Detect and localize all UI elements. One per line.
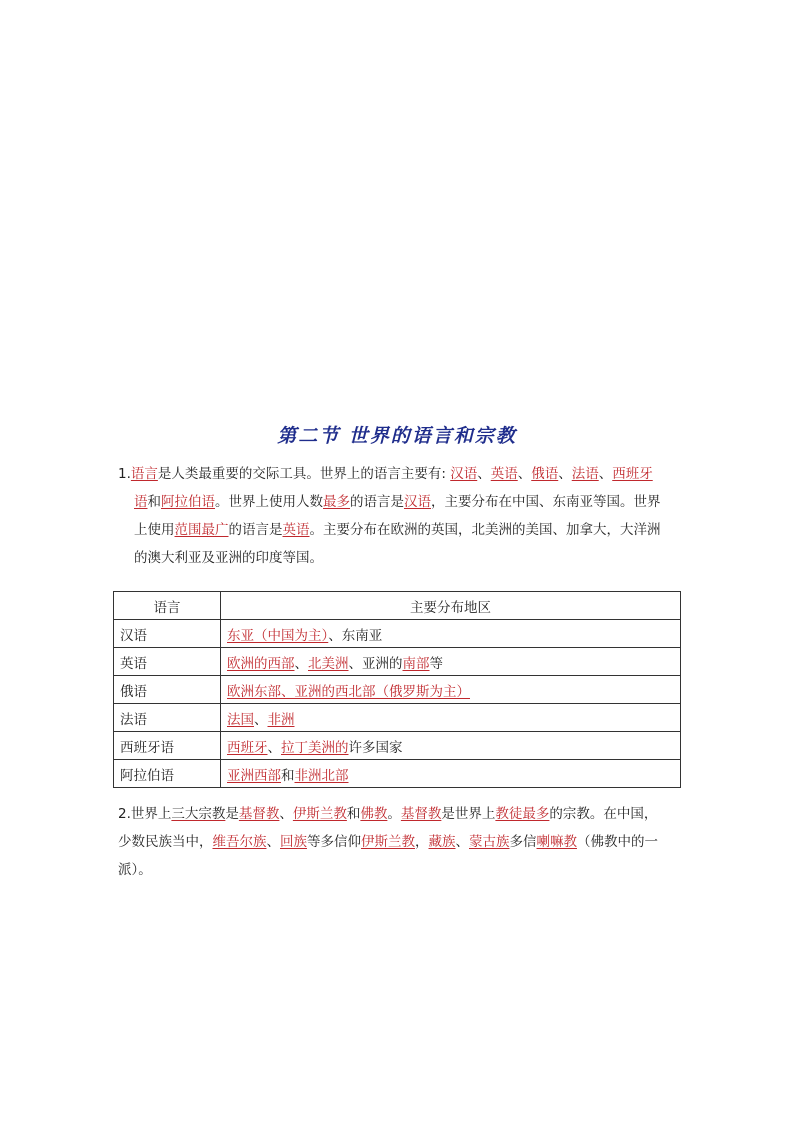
text: 是人类最重要的交际工具。世界上的语言主要有: (157, 466, 451, 482)
text: 、 (477, 466, 491, 482)
keyword: 佛教 (360, 806, 388, 822)
keyword: 伊斯兰教 (292, 806, 347, 822)
table-row (114, 732, 681, 760)
keyword: 阿拉伯语 (161, 494, 215, 510)
text: 。世界上使用人数 (215, 494, 323, 510)
language-cell: 汉语 (114, 620, 221, 648)
region-cell (221, 648, 681, 676)
region-text: 、 (294, 655, 308, 672)
text: 的澳大利亚及亚洲的印度等国。 (134, 550, 323, 566)
keyword: 基督教 (238, 806, 280, 822)
region-keyword: 拉丁美洲的 (281, 739, 349, 756)
table-row (114, 648, 681, 676)
text: 、 (517, 466, 532, 482)
region-keyword: 亚洲西部 (227, 767, 281, 784)
text: 的宗教。在中国， (549, 806, 658, 822)
language-cell: 阿拉伯语 (114, 760, 221, 788)
keyword: 基督教 (400, 806, 442, 822)
keyword: 伊斯兰教 (361, 834, 415, 850)
keyword: 汉语 (450, 466, 478, 482)
item-number: 2. (118, 806, 131, 822)
keyword: 语 (134, 494, 148, 510)
language-distribution-table (113, 591, 681, 788)
text: 、 (598, 466, 613, 482)
keyword: 维吾尔族 (212, 834, 267, 850)
table-row (114, 704, 681, 732)
region-cell (221, 620, 681, 648)
text: 上使用 (134, 522, 175, 538)
region-text: 等 (429, 655, 443, 672)
item-number: 1. (118, 466, 131, 482)
language-cell: 英语 (114, 648, 221, 676)
keyword: 范围最广 (174, 522, 229, 538)
paragraph-line (118, 800, 683, 828)
region-keyword: 欧洲东部、亚洲的西北部（俄罗斯为主） (227, 683, 470, 700)
text: 少数民族当中， (118, 834, 213, 850)
text: 多信 (509, 834, 537, 850)
region-cell (221, 704, 681, 732)
keyword: 汉语 (404, 494, 431, 510)
text: 、 (279, 806, 293, 822)
language-cell: 俄语 (114, 676, 221, 704)
text: 的语言是 (350, 494, 404, 510)
region-cell (221, 732, 681, 760)
text: 、 (558, 466, 572, 482)
paragraph-line (118, 856, 683, 884)
paragraph-line (118, 516, 683, 544)
keyword: 教徒最多 (495, 806, 550, 822)
keyword: 英语 (282, 522, 310, 538)
page-title: 第二节 世界的语言和宗教 (277, 425, 517, 447)
keyword: 回族 (280, 834, 307, 850)
text: 、 (266, 834, 280, 850)
keyword: 俄语 (531, 466, 559, 482)
table-row (114, 676, 681, 704)
region-cell (221, 760, 681, 788)
paragraph-line (118, 460, 683, 488)
region-keyword: 北美洲 (308, 655, 349, 672)
keyword: 英语 (490, 466, 518, 482)
text: 和 (346, 806, 361, 822)
keyword: 蒙古族 (469, 834, 510, 850)
region-text: 、亚洲的 (348, 655, 403, 672)
keyword: 最多 (323, 494, 350, 510)
text: 派）。 (118, 862, 152, 878)
column-header-region: 主要分布地区 (221, 592, 681, 620)
keyword: 三大宗教 (171, 806, 226, 822)
text: 的语言是 (228, 522, 283, 538)
region-keyword: 南部 (402, 655, 430, 672)
keyword: 法语 (571, 466, 599, 482)
text: ， (415, 834, 429, 850)
paragraph-religions (118, 800, 683, 884)
region-keyword: 非洲北部 (294, 767, 349, 784)
table-row (114, 760, 681, 788)
keyword: 语言 (130, 466, 158, 482)
region-keyword: 法国 (227, 711, 254, 728)
paragraph-line (118, 488, 683, 516)
table-header-row (114, 592, 681, 620)
column-header-language: 语言 (114, 592, 221, 620)
paragraph-languages (118, 460, 683, 572)
text: ，主要分布在中国、东南亚等国。世界 (431, 494, 661, 510)
region-keyword: 东亚（中国为主） (227, 627, 329, 644)
region-text: 、东南亚 (328, 627, 383, 644)
text: （佛教中的一 (577, 834, 658, 850)
paragraph-line (118, 828, 683, 856)
region-text: 许多国家 (348, 739, 403, 756)
text: 是 (225, 806, 239, 822)
region-text: 、 (267, 739, 281, 756)
region-cell (221, 676, 681, 704)
text: 。主要分布在欧洲的英国，北美洲的美国、加拿大，大洋洲 (309, 522, 661, 538)
region-keyword: 欧洲的西部 (227, 655, 295, 672)
text: 和 (147, 494, 161, 510)
text: 世界上 (130, 806, 172, 822)
region-text: 和 (281, 767, 295, 784)
table-row (114, 620, 681, 648)
region-text: 、 (254, 711, 268, 728)
region-keyword: 西班牙 (227, 739, 268, 756)
language-cell: 西班牙语 (114, 732, 221, 760)
text: 是世界上 (441, 806, 496, 822)
keyword: 喇嘛教 (536, 834, 577, 850)
language-cell: 法语 (114, 704, 221, 732)
text: 、 (455, 834, 469, 850)
keyword: 藏族 (428, 834, 456, 850)
text: 等多信仰 (307, 834, 361, 850)
paragraph-line (118, 544, 683, 572)
region-keyword: 非洲 (267, 711, 295, 728)
keyword: 西班牙 (612, 466, 653, 482)
text: 。 (387, 806, 401, 822)
